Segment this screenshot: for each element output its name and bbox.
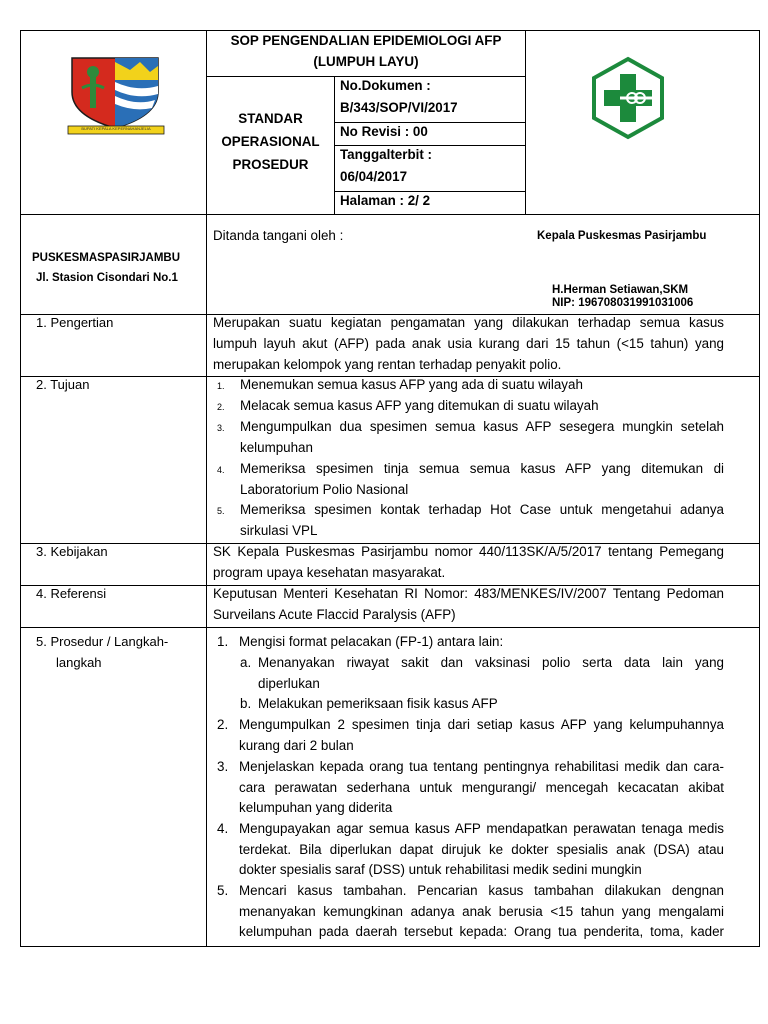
- body-line: Merupakan suatu kegiatan pengamatan yang dilakukan terhadap semua kasus: [213, 315, 724, 330]
- list-item: Mengumpulkan dua spesimen semua kasus AFP sesegera mungkin setelah: [240, 419, 724, 434]
- document-title: SOP PENGENDALIAN EPIDEMIOLOGI AFP: [230, 33, 502, 48]
- list-number: 3.: [217, 759, 229, 774]
- organization-name: PUSKESMASPASIRJAMBU: [32, 252, 181, 264]
- list-item: Mengumpulkan 2 spesimen tinja dari setiap kasus AFP yang kelumpuhannya: [239, 717, 724, 732]
- list-item-continuation: kelumpuhan: [240, 440, 313, 455]
- section-label-kebijakan: 3. Kebijakan: [36, 544, 108, 559]
- list-item-continuation: kurang dari 2 bulan: [239, 738, 354, 753]
- list-item: Memeriksa spesimen tinja semua semua kasus AFP yang ditemukan di: [240, 461, 724, 476]
- doc-number-value: B/343/SOP/VI/2017: [340, 100, 458, 115]
- sublist-item: Melakukan pemeriksaan fisik kasus AFP: [258, 696, 498, 711]
- list-number: 4.: [217, 465, 225, 475]
- list-number: 5.: [217, 506, 225, 516]
- list-item: Menemukan semua kasus AFP yang ada di suatu wilayah: [240, 377, 583, 392]
- puskesmas-logo: [586, 56, 670, 140]
- list-item-continuation: terdekat. Bila diperlukan dapat dirujuk ke dokter spesialis anak (DSA) atau: [239, 842, 724, 857]
- list-item-continuation: sirkulasi VPL: [240, 523, 318, 538]
- section-label-prosedur-cont: langkah: [56, 655, 102, 670]
- issue-date-value: 06/04/2017: [340, 169, 408, 184]
- list-item-continuation: dokter spesialis saraf (DSS) untuk rehabilitasi medik sedini mungkin: [239, 862, 642, 877]
- body-line: SK Kepala Puskesmas Pasirjambu nomor 440/113SK/A/5/2017 tentang Pemegang: [213, 544, 724, 559]
- body-line: Keputusan Menteri Kesehatan RI Nomor: 483/MENKES/IV/2007 Tentang Pedoman: [213, 586, 724, 601]
- list-item: Mengupayakan agar semua kasus AFP mendapatkan perawatan tenaga medis: [239, 821, 724, 836]
- sublist-item-continuation: diperlukan: [258, 676, 320, 691]
- list-number: 1.: [217, 634, 229, 649]
- body-line: lumpuh layuh akut (AFP) pada anak usia kurang dari 15 tahun (<15 tahun) yang: [213, 336, 724, 351]
- list-item-continuation: menanyakan kemungkinan adanya anak berusia <15 tahun yang mengalami: [239, 904, 724, 919]
- list-item: Mengisi format pelacakan (FP-1) antara lain:: [239, 634, 504, 649]
- issue-date-label: Tanggalterbit :: [340, 147, 432, 162]
- list-item-continuation: cara perawatan sederhana untuk mengurangi/ mencegah kecacatan akibat: [239, 780, 724, 795]
- sublist-item: Menanyakan riwayat sakit dan vaksinasi polio serta data lain yang: [258, 655, 724, 670]
- sop-type-line2: OPERASIONAL: [221, 134, 320, 149]
- signer-position: Kepala Puskesmas Pasirjambu: [537, 230, 707, 242]
- list-number: 2.: [217, 402, 225, 412]
- list-item: Memeriksa spesimen kontak terhadap Hot Case untuk mengetahui adanya: [240, 502, 724, 517]
- list-number: 4.: [217, 821, 229, 836]
- organization-address: Jl. Stasion Cisondari No.1: [36, 272, 178, 284]
- section-label-prosedur: 5. Prosedur / Langkah-: [36, 634, 169, 649]
- section-label-referensi: 4. Referensi: [36, 586, 107, 601]
- list-item-continuation: Laboratorium Polio Nasional: [240, 482, 409, 497]
- body-line: Surveilans Acute Flaccid Paralysis (AFP): [213, 607, 456, 622]
- signed-by-label: Ditanda tangani oleh :: [213, 228, 344, 243]
- list-item: Menjelaskan kepada orang tua tentang pentingnya rehabilitasi medik dan cara-: [239, 759, 724, 774]
- list-number: 2.: [217, 717, 229, 732]
- sop-type-line3: PROSEDUR: [232, 157, 309, 172]
- list-item-continuation: kelumpuhan yang diderita: [239, 800, 393, 815]
- list-number: 1.: [217, 381, 225, 391]
- regency-logo: [60, 52, 166, 138]
- sop-type-line1: STANDAR: [238, 111, 303, 126]
- signer-nip: NIP: 196708031991031006: [552, 297, 694, 309]
- list-item: Melacak semua kasus AFP yang ditemukan di suatu wilayah: [240, 398, 599, 413]
- document-subtitle: (LUMPUH LAYU): [313, 54, 419, 69]
- list-item-continuation: kelumpuhan pada daerah tersebut kepada: Orang tua penderita, toma, kader: [239, 924, 724, 939]
- sublist-letter: b.: [240, 696, 252, 711]
- body-line: merupakan kelompok yang rentan terhadap penyakit polio.: [213, 357, 562, 372]
- list-number: 5.: [217, 883, 229, 898]
- body-line: program upaya kesehatan masyarakat.: [213, 565, 446, 580]
- section-label-tujuan: 2. Tujuan: [36, 377, 90, 392]
- puskesmas-cross-logo-icon: [586, 56, 670, 140]
- list-item: Mencari kasus tambahan. Pencarian kasus tambahan dilakukan dengnan: [239, 883, 724, 898]
- logo-caption: BUPATI KEPALA KEPERNAHANJELIA: [81, 126, 151, 131]
- sublist-letter: a.: [240, 655, 252, 670]
- page-number: Halaman : 2/ 2: [340, 193, 431, 208]
- doc-number-label: No.Dokumen :: [340, 78, 431, 93]
- revision-number: No Revisi : 00: [340, 124, 428, 139]
- list-number: 3.: [217, 423, 225, 433]
- section-label-pengertian: 1. Pengertian: [36, 315, 114, 330]
- signer-name: H.Herman Setiawan,SKM: [552, 284, 689, 296]
